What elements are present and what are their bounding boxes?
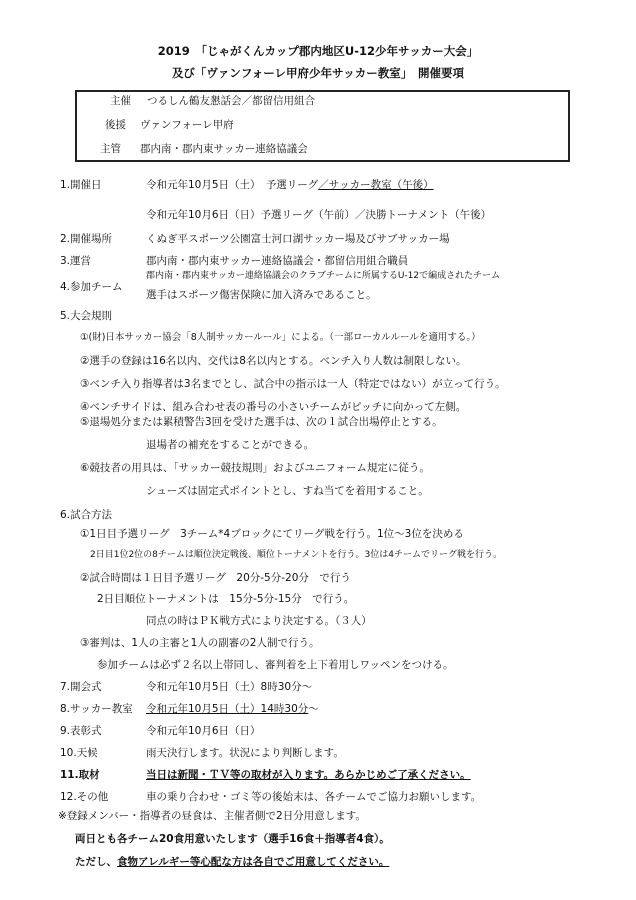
- lunch-note-line2: 両日とも各チーム20食用意いたします（選手16食＋指導者4食）。: [75, 833, 390, 845]
- rule-line: ③ベンチ入り指導者は3名までとし、試合中の指示は一人（特定ではない）が立って行う。: [80, 378, 506, 390]
- item-method-label: 6.試合方法: [60, 509, 113, 521]
- sponsor-label-support: 後援: [105, 119, 126, 131]
- item-date-line1: 令和元年10月5日（土） 予選リーグ／サッカー教室（午後）: [146, 179, 434, 191]
- rule-line: ①(財)日本サッカー協会「8人制サッカールール」による。（一部ローカルルールを適用する。）: [80, 332, 481, 343]
- rule-line: ⑤退場処分または累積警告3回を受けた選手は、次の１試合出場停止とする。: [80, 416, 443, 428]
- item-opening-label: 7.開会式: [60, 681, 102, 693]
- sponsor-value-host: 郡内南・郡内東サッカー連絡協議会: [140, 143, 308, 155]
- sponsor-label-host: 主管: [100, 143, 121, 155]
- method-line: ①1日目予選リーグ 3チーム*4ブロックにてリーグ戦を行う。1位～3位を決める: [80, 528, 464, 540]
- item-rules-label: 5.大会規則: [60, 310, 113, 322]
- item-award-value: 令和元年10月6日（日）: [146, 725, 261, 737]
- sponsor-label-organizer: 主催: [110, 95, 131, 107]
- item-management-value: 郡内南・郡内東サッカー連絡協議会・都留信用組合職員: [146, 255, 409, 267]
- item-venue-label: 2.開催場所: [60, 233, 113, 245]
- item-opening-value: 令和元年10月5日（土）8時30分～: [146, 681, 313, 693]
- rule-line: ⑥競技者の用具は、「サッカー競技規則」およびユニフォーム規定に従う。: [80, 462, 430, 474]
- method-line: 参加チームは必ず２名以上帯同し、審判着を上下着用しワッペンをつける。: [97, 659, 454, 671]
- item-teams-label: 4.参加チーム: [60, 281, 123, 293]
- method-line: 同点の時はＰＫ戦方式により決定する。（３人）: [146, 615, 372, 627]
- sponsor-value-support: ヴァンフォーレ甲府: [140, 119, 234, 131]
- item-clinic-value: 令和元年10月5日（土）14時30分～: [146, 703, 319, 715]
- item-award-label: 9.表彰式: [60, 725, 102, 737]
- rule-line: シューズは固定式ポイントとし、すね当てを着用すること。: [146, 485, 429, 497]
- item-venue-value: くぬぎ平スポーツ公園富士河口湖サッカー場及びサブサッカー場: [146, 233, 450, 245]
- lunch-note-line3: ただし、食物アレルギー等心配な方は各自でご用意してください。: [75, 856, 390, 868]
- item-teams-line1: 郡内南・郡内東サッカー連絡協議会のクラブチームに所属するU-12で編成されたチーム: [146, 271, 501, 281]
- item-weather-value: 雨天決行します。状況により判断します。: [146, 747, 344, 759]
- document-title-line1: 2019 「じゃがくんカップ郡内地区U-12少年サッカー大会」: [157, 44, 479, 58]
- item-press-label: 11.取材: [60, 769, 100, 781]
- item-weather-label: 10.天候: [60, 747, 98, 759]
- method-line: ③審判は、1人の主審と1人の副審の2人制で行う。: [80, 637, 320, 649]
- method-line: ②試合時間は１日目予選リーグ 20分-5分-20分 で行う: [80, 572, 351, 584]
- item-other-label: 12.その他: [60, 791, 109, 803]
- rule-line: ④ベンチサイドは、組み合わせ表の番号の小さいチームがピッチに向かって左側。: [80, 401, 467, 413]
- item-other-value: 車の乗り合わせ・ゴミ等の後始末は、各チームでご協力お願いします。: [146, 791, 482, 803]
- sponsor-value-organizer: つるしん鶴友懇話会／都留信用組合: [147, 95, 315, 107]
- item-press-value: 当日は新聞・ＴＶ等の取材が入ります。あらかじめご了承ください。: [146, 769, 471, 781]
- rule-line: ②選手の登録は16名以内、交代は8名以内とする。ベンチ入り人数は制限しない。: [80, 355, 467, 367]
- item-clinic-label: 8.サッカー教室: [60, 703, 133, 715]
- lunch-note-line1: ※登録メンバー・指導者の昼食は、主催者側で2日分用意します。: [58, 810, 366, 822]
- rule-line: 退場者の補充をすることができる。: [146, 439, 314, 451]
- method-line: 2日目順位トーナメントは 15分-5分-15分 で行う。: [97, 593, 355, 605]
- item-date-label: 1.開催日: [60, 179, 102, 191]
- method-line: 2日目1位2位の8チームは順位決定戦後、順位トーナメントを行う。3位は4チームでリーグ戦を行う。: [90, 550, 502, 560]
- item-date-line2: 令和元年10月6日（日）予選リーグ（午前）／決勝トーナメント（午後）: [146, 209, 492, 221]
- item-teams-line2: 選手はスポーツ傷害保険に加入済みであること。: [146, 289, 377, 301]
- item-management-label: 3.運営: [60, 255, 92, 267]
- document-title-line2: 及び「ヴァンフォーレ甲府少年サッカー教室」 開催要項: [171, 66, 465, 80]
